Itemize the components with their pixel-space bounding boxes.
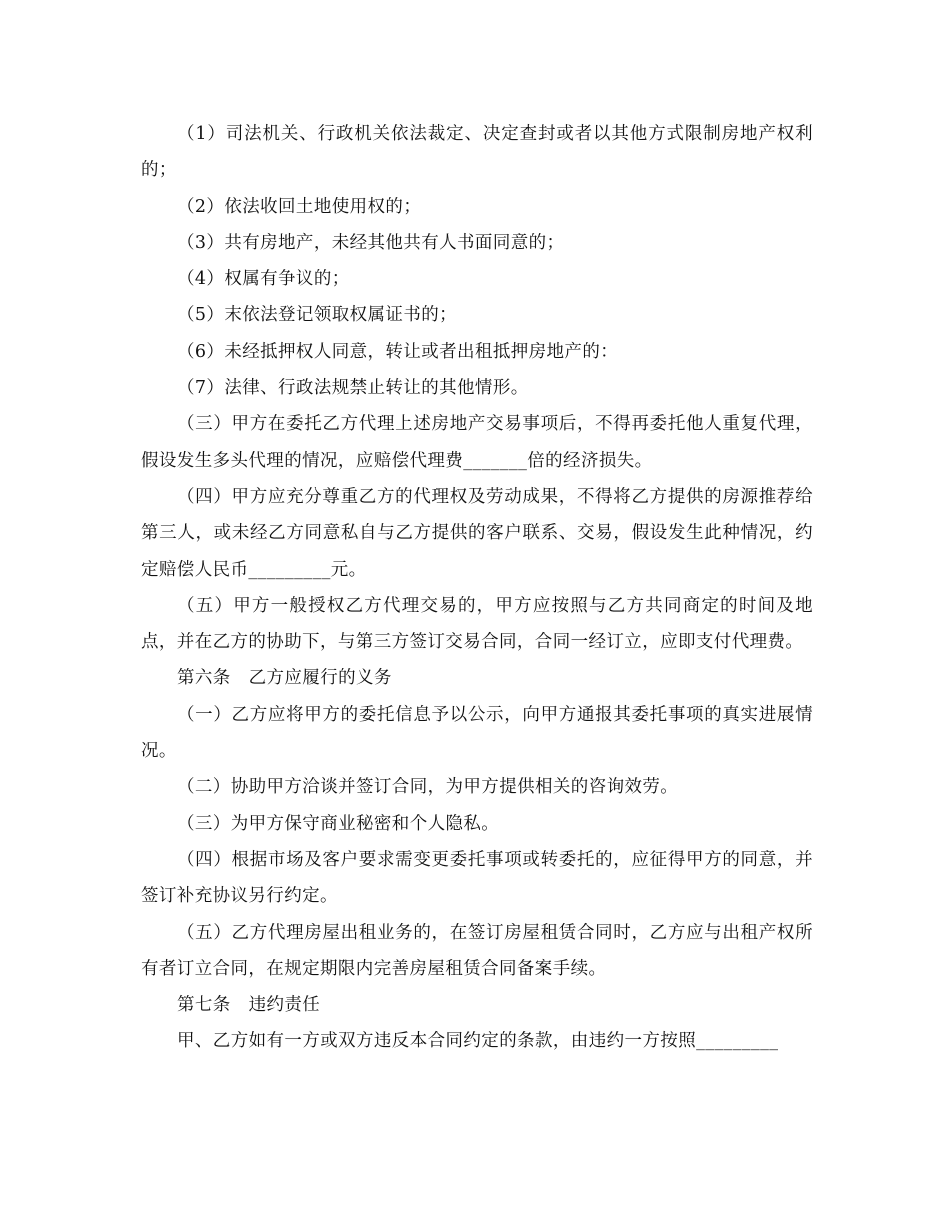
breach-liability-paragraph: 甲、乙方如有一方或双方违反本合同约定的条款，由违约一方按照_________ bbox=[177, 1031, 779, 1052]
party-a-obligation-4-paragraph: （四）甲方应充分尊重乙方的代理权及劳动成果，不得将乙方提供的房源推荐给第三人，或未经乙方同意私自与乙方提供的客户联系、交易，假设发生此种情况，约定赔偿人民币_________元。 bbox=[141, 486, 813, 580]
article-7-heading: 第七条 违约责任 bbox=[177, 995, 321, 1016]
clause-7-paragraph: （7）法律、行政法规禁止转让的其他情形。 bbox=[177, 378, 529, 399]
party-b-obligation-3-paragraph: （三）为甲方保守商业秘密和个人隐私。 bbox=[177, 813, 500, 834]
party-b-obligation-5-paragraph: （五）乙方代理房屋出租业务的，在签订房屋租赁合同时，乙方应与出租产权所有者订立合同，在规定期限内完善房屋租赁合同备案手续。 bbox=[141, 922, 813, 979]
clause-1-paragraph: （1）司法机关、行政机关依法裁定、决定查封或者以其他方式限制房地产权利的； bbox=[141, 124, 813, 181]
party-a-obligation-5-paragraph: （五）甲方一般授权乙方代理交易的，甲方应按照与乙方共同商定的时间及地点，并在乙方的协助下，与第三方签订交易合同，合同一经订立，应即支付代理费。 bbox=[141, 595, 813, 653]
document-body bbox=[141, 116, 813, 1060]
party-b-obligation-2-paragraph: （二）协助甲方洽谈并签订合同，为甲方提供相关的咨询效劳。 bbox=[177, 777, 679, 798]
party-a-obligation-3-paragraph: （三）甲方在委托乙方代理上述房地产交易事项后，不得再委托他人重复代理，假设发生多头代理的情况，应赔偿代理费_______倍的经济损失。 bbox=[141, 414, 813, 471]
clause-3-paragraph: （3）共有房地产，未经其他共有人书面同意的； bbox=[177, 232, 565, 253]
clause-6-paragraph: （6）未经抵押权人同意，转让或者出租抵押房地产的： bbox=[177, 341, 619, 362]
party-b-obligation-4-paragraph: （四）根据市场及客户要求需变更委托事项或转委托的，应征得甲方的同意，并签订补充协议另行约定。 bbox=[141, 849, 813, 907]
clause-5-paragraph: （5）末依法登记领取权属证书的； bbox=[177, 305, 458, 326]
clause-2-paragraph: （2）依法收回土地使用权的； bbox=[177, 196, 422, 217]
clause-4-paragraph: （4）权属有争议的； bbox=[177, 269, 350, 290]
article-6-heading: 第六条 乙方应履行的义务 bbox=[177, 668, 392, 689]
party-b-obligation-1-paragraph: （一）乙方应将甲方的委托信息予以公示，向甲方通报其委托事项的真实进展情况。 bbox=[141, 704, 813, 762]
